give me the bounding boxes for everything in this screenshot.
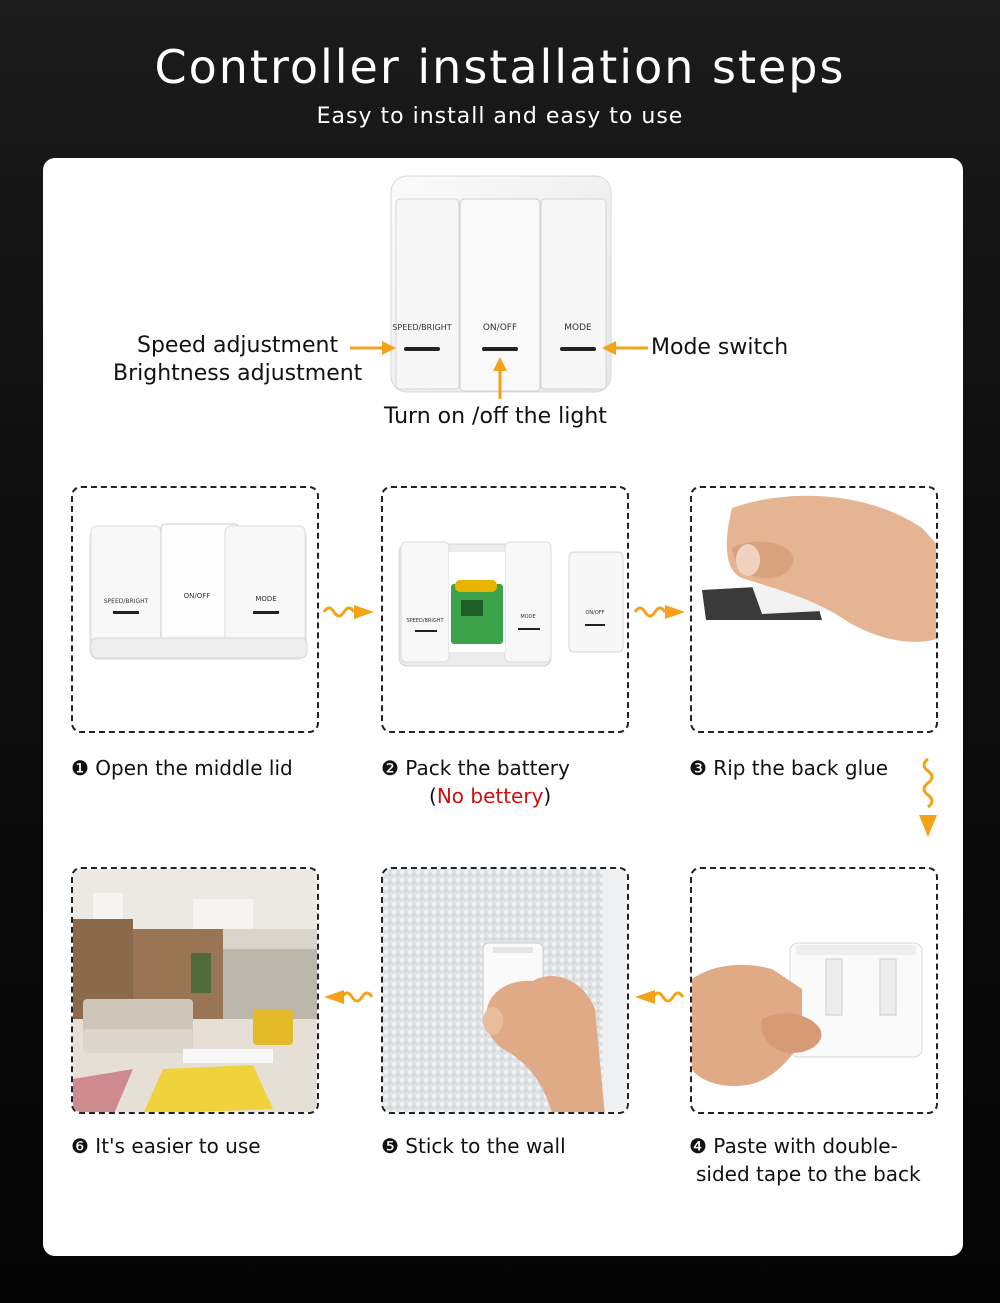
flow-arrow-right-icon	[633, 600, 687, 622]
arrow-up-icon	[490, 355, 510, 401]
step-5-marker: ❺	[381, 1134, 399, 1158]
flow-arrow-right-icon	[322, 600, 376, 622]
svg-text:SPEED/BRIGHT: SPEED/BRIGHT	[103, 598, 149, 605]
step-4-marker: ❹	[689, 1134, 707, 1158]
arrow-right-icon	[348, 338, 398, 358]
page-title: Controller installation steps	[154, 40, 846, 94]
flow-arrow-left-icon	[633, 986, 687, 1008]
step-4-label	[689, 1134, 898, 1158]
step-5-label	[381, 1134, 566, 1158]
svg-text:SPEED/BRIGHT: SPEED/BRIGHT	[406, 618, 444, 624]
mode-callout: Mode switch	[651, 335, 789, 360]
no-battery-note: No bettery	[436, 784, 544, 808]
step-2-image	[381, 486, 629, 733]
step-1-text: Open the middle lid	[95, 756, 293, 780]
step-5-text: Stick to the wall	[405, 1134, 566, 1158]
step-1-marker: ❶	[71, 756, 89, 780]
step-3-image	[690, 486, 938, 733]
step-2-text: Pack the battery	[405, 756, 570, 780]
arrow-left-icon	[600, 338, 650, 358]
step-1-image	[71, 486, 319, 733]
on-off-label: ON/OFF	[482, 323, 518, 333]
page-subtitle: Easy to install and easy to use	[316, 104, 684, 129]
step-2-label	[381, 756, 570, 780]
step-4-text: Paste with double-	[713, 1134, 898, 1158]
step-6-marker: ❻	[71, 1134, 89, 1158]
mode-label: MODE	[564, 323, 592, 333]
step-5-image	[381, 867, 629, 1114]
step-1-label	[71, 756, 293, 780]
onoff-callout: Turn on /off the light	[384, 404, 607, 429]
svg-text:ON/OFF: ON/OFF	[585, 610, 605, 616]
step-3-label	[689, 756, 888, 780]
note-open-paren: (	[429, 784, 437, 808]
step-6-image	[71, 867, 319, 1114]
step-2-note	[429, 784, 551, 808]
step-2-marker: ❷	[381, 756, 399, 780]
svg-text:MODE: MODE	[520, 614, 536, 620]
flow-arrow-left-icon	[322, 986, 376, 1008]
speed-bright-label: SPEED/BRIGHT	[392, 323, 452, 332]
svg-text:MODE: MODE	[255, 595, 277, 603]
svg-text:ON/OFF: ON/OFF	[183, 592, 211, 600]
flow-arrow-down-icon	[916, 757, 940, 839]
note-close-paren: )	[543, 784, 552, 808]
step-6-text: It's easier to use	[95, 1134, 261, 1158]
step-6-label	[71, 1134, 261, 1158]
step-3-marker: ❸	[689, 756, 707, 780]
step-4-image	[690, 867, 938, 1114]
brightness-callout: Brightness adjustment	[113, 361, 363, 386]
step-4-label-line2: sided tape to the back	[696, 1162, 921, 1186]
speed-callout: Speed adjustment	[137, 333, 339, 358]
step-3-text: Rip the back glue	[713, 756, 889, 780]
